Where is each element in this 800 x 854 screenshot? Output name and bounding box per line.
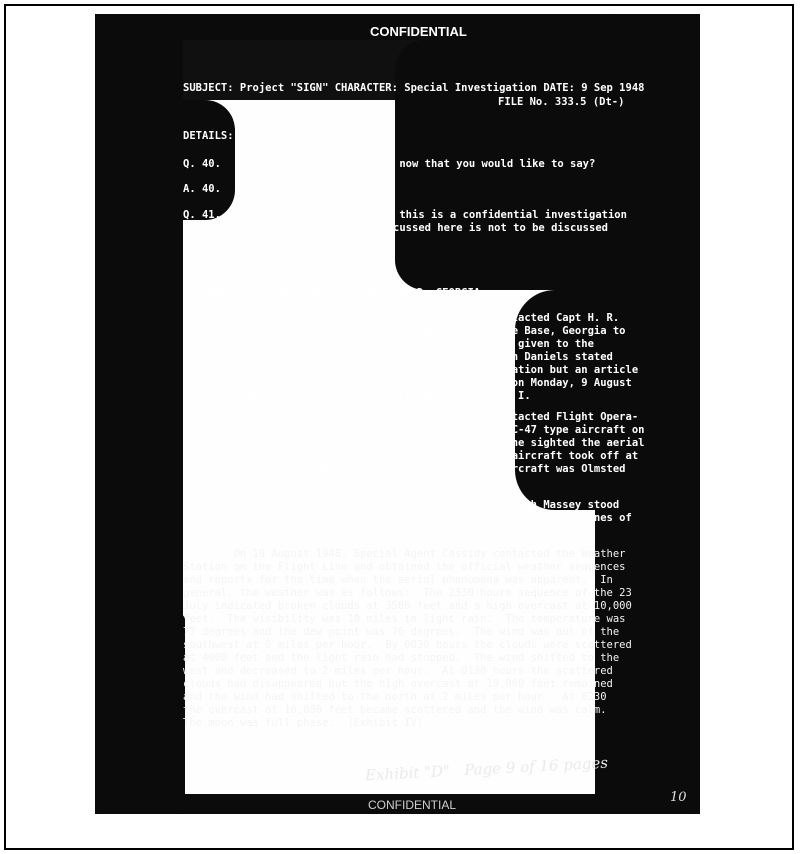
qa-text: I will regard it as such. <box>235 261 394 273</box>
qa-text: I wish to remind you that this is a confidential investigation and that what we have discussed here is not to be discussed with anyone else. <box>235 209 627 247</box>
classification-top: CONFIDENTIAL <box>370 24 467 39</box>
paragraph-flight-operations: On 19 August 1948, Special Agent Cassidy contacted Flight Opera- tions to determine the exact time of takeoff of the C-47 type aircraft on which Walter C. Massey was standing fire guard when he sighted the aerial phenomena. This agent was advised that a C-47 type aircraft took off at 0256 hours 24 July 1948. The destination of this aircraft was Olmsted Field and the Pilot's name was Captain Fowler. <box>183 411 645 488</box>
qa-label: Q. 41. <box>183 209 221 221</box>
paragraph-agents-note: AGENT'S NOTE: This is undoubtedly the aircraft on which Massey stood Fire Guard since it takes about 30 to 40 minutes to warm the engines of the aircraft and to taxi out to take off position and take off. <box>183 499 632 537</box>
dark-scan-region <box>95 614 185 814</box>
classification-bottom: CONFIDENTIAL <box>368 798 457 812</box>
details-heading: DETAILS: (Cont'd) <box>183 130 297 142</box>
location-heading: AT ROBINS AIR FORCE BASE, ROBINS FIELD, GEORGIA <box>183 287 481 299</box>
paragraph-weather: On 19 August 1948, Special Agent Cassidy contacted the Weather Station on the Flight Line and obtained the official weather sequences and reports for the time when the aerial phenomena was apparent. In general, the weather was as follows: The 2330 hours sequence of the 23 July indicated broken clouds at 3500 feet and a high overcast at 10,000 feet. The visibility was 10 miles in light rain. The temperature was 77 degrees and the dew point was 76 degrees. The wind was out of the southwest at 6 miles per hour. By 0030 hours the clouds were scattered at 4000 feet and the light rain had stopped. The wind shifted to the west and decreased to 2 miles per hour. At 0130 hours the scattered clouds had disappeared but the high overcast at 10,000 feet remained and the wind had shifted to the north at 2 miles per hour. At 0230 the overcast at 10,000 feet became scattered and the wind was calm. The moon was full phase. (Exhibit IV) <box>183 548 632 729</box>
file-number: FILE No. 333.5 (Dt-) <box>498 96 625 108</box>
qa-text: Is there anything further now that you would like to say? <box>235 158 596 170</box>
dark-scan-region <box>655 510 700 810</box>
handwritten-exhibit-note: Exhibit "D" Page 9 of 16 pages <box>364 753 609 785</box>
page-number: 10 <box>670 790 687 805</box>
qa-label: A. 40. <box>183 183 221 195</box>
qa-label: A. 41. <box>183 261 221 273</box>
subject-line: SUBJECT: Project "SIGN" CHARACTER: Special Investigation DATE: 9 Sep 1948 <box>183 82 645 94</box>
qa-label: Q. 40. <box>183 158 221 170</box>
qa-text: No Sir. <box>235 183 280 195</box>
paragraph-publicity: On 19 August 1948, Special Agent Cassidy contacted Capt H. R. Daniels, Public Information Officer, Robins Air Force Base, Georgia to determine whether or not any publicity releases were given to the reported sightings on Robins Air Force Base. Captain Daniels stated that no press releases were given out on this information but an article had been written in the Robins Air Force Base paper on Monday, 9 August 1948. A copy of this article is attached as Exhibit I. <box>183 312 639 402</box>
